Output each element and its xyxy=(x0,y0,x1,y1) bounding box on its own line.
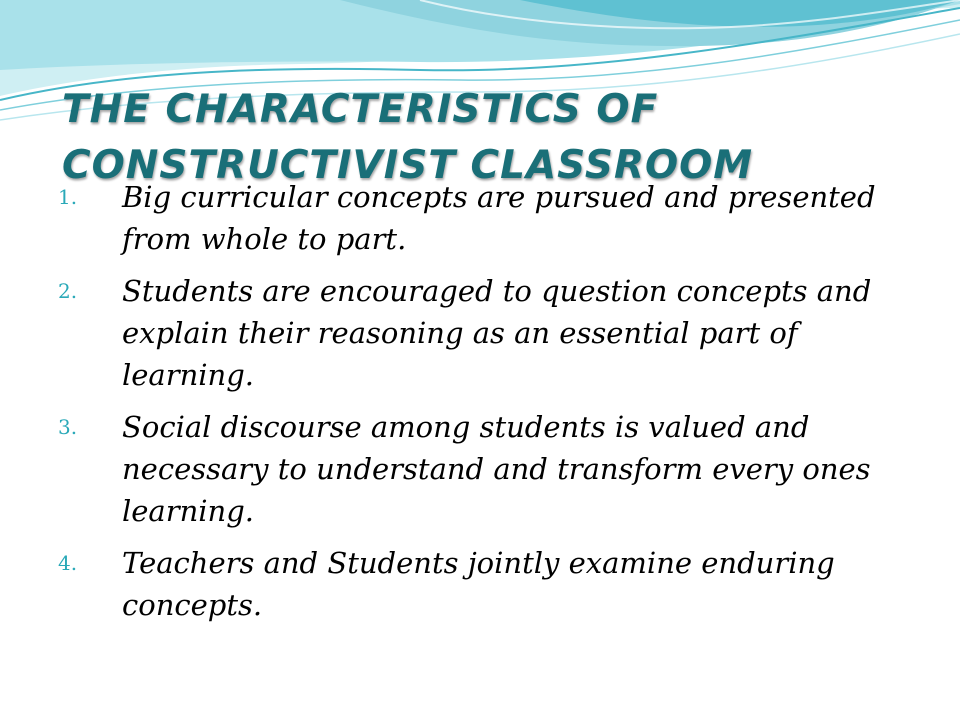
list-item xyxy=(58,542,898,626)
list-item-text: Social discourse among students is valued and necessary to understand and transform every ones learning. xyxy=(122,410,871,528)
list-item-text: Teachers and Students jointly examine enduring concepts. xyxy=(122,546,835,622)
list-item-number: 3. xyxy=(58,415,78,439)
list-item-text: Students are encouraged to question concepts and explain their reasoning as an essential part of learning. xyxy=(122,274,872,392)
list-item-text: Big curricular concepts are pursued and presented from whole to part. xyxy=(122,180,876,256)
list-item xyxy=(58,406,898,532)
list-item-number: 2. xyxy=(58,279,78,303)
slide-title-line-2: CONSTRUCTIVIST CLASSROOM xyxy=(62,143,754,188)
list-item xyxy=(58,270,898,396)
list-item xyxy=(58,176,898,260)
characteristics-list xyxy=(58,176,898,636)
slide-title-line-1: THE CHARACTERISTICS OF xyxy=(62,87,659,132)
list-item-number: 1. xyxy=(58,185,78,209)
list-item-number: 4. xyxy=(58,551,78,575)
